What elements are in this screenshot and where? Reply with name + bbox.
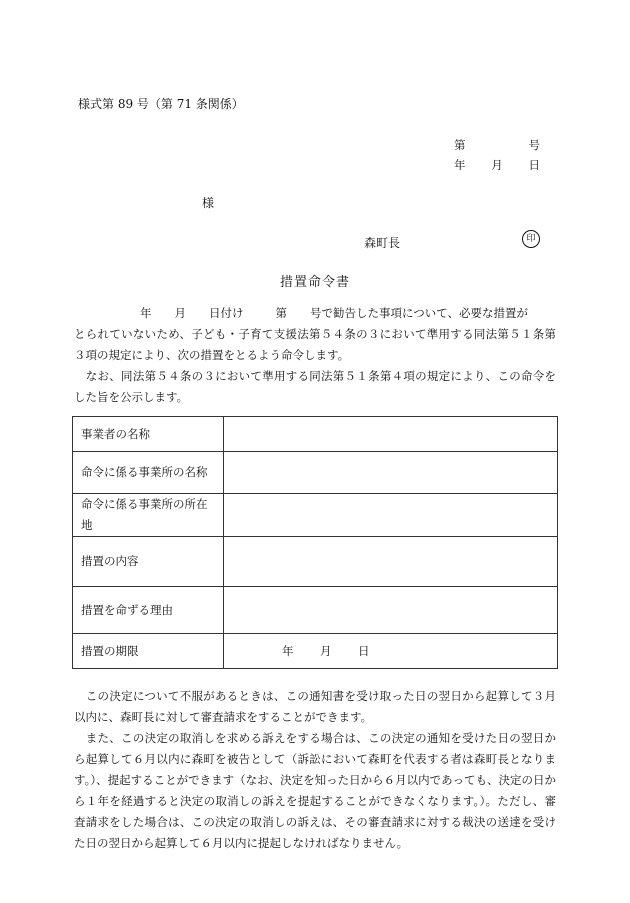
row-value-reason (224, 587, 558, 634)
row-value-measure-content (224, 537, 558, 587)
seal-stamp: 印 (522, 230, 540, 248)
ref-number-prefix: 第 (275, 306, 287, 320)
ref-year: 年 (140, 306, 152, 320)
row-value-deadline (224, 634, 558, 669)
table-row (73, 537, 558, 587)
row-label-reason: 措置を命ずる理由 (73, 587, 224, 634)
table-row (73, 452, 558, 494)
measure-info-table (72, 416, 558, 669)
form-number: 様式第 89 号（第 71 条関係） (78, 97, 244, 111)
appeal-notice (74, 686, 556, 854)
table-row (73, 417, 558, 452)
body-paragraph-1 (74, 303, 556, 366)
deadline-year: 年 (282, 644, 294, 658)
table-row (73, 494, 558, 537)
body-paragraph-1-rest: とられていないため、子ども・子育て支援法第５４条の３において準用する同法第５１条第３項の規定により、次の措置をとるよう命令します。 (74, 327, 556, 362)
document-title: 措置命令書 (279, 275, 350, 290)
row-label-facility-name: 命令に係る事業所の名称 (73, 452, 224, 494)
ref-month: 月 (174, 306, 186, 320)
row-value-facility-address (224, 494, 558, 537)
row-value-business-name (224, 417, 558, 452)
appeal-notice-paragraph-1: この決定について不服があるときは、この通知書を受け取った日の翌日から起算して３月以内に、森町長に対して審査請求をすることができます。 (74, 689, 557, 724)
addressee: 様 (202, 196, 215, 210)
deadline-day: 日 (358, 644, 370, 658)
row-label-deadline: 措置の期限 (73, 634, 224, 669)
row-value-facility-name (224, 452, 558, 494)
ref-number-suffix: 号で勧告した事項について、必要な措置が (310, 306, 529, 320)
date-year: 年 (454, 158, 466, 172)
ref-date-suffix: 日付け (209, 306, 244, 320)
row-label-facility-address: 命令に係る事業所の所在地 (73, 494, 224, 537)
document-number-line (454, 137, 540, 153)
issue-date-line (454, 157, 540, 173)
number-suffix: 号 (528, 138, 540, 152)
row-label-measure-content: 措置の内容 (73, 537, 224, 587)
row-label-business-name: 事業者の名称 (73, 417, 224, 452)
number-prefix: 第 (454, 138, 466, 152)
body-paragraph-2 (74, 366, 556, 408)
deadline-month: 月 (320, 644, 332, 658)
date-day: 日 (528, 158, 540, 172)
appeal-notice-paragraph-2: また、この決定の取消しを求める訴えをする場合は、この決定の通知を受けた日の翌日から起算して６月以内に森町を被告として（訴訟において森町を代表する者は森町長となります。）、提起することができます（なお、決定を知った日から６月以内であっても、決定の日から１年を経過すると決定の取消しの訴えを提起することができなくなります。）。ただし、審査請求をした場合は、この決定の取消しの訴えは、その審査請求に対する裁決の送達を受けた日の翌日から起算して６月以内に提起しなければなりません。 (74, 731, 556, 850)
date-month: 月 (491, 158, 503, 172)
table-row (73, 634, 558, 669)
body-paragraph-2-text: なお、同法第５４条の３において準用する同法第５１条第４項の規定により、この命令をした旨を公示します。 (74, 369, 556, 404)
issuer: 森町長 (364, 236, 401, 250)
table-row (73, 587, 558, 634)
